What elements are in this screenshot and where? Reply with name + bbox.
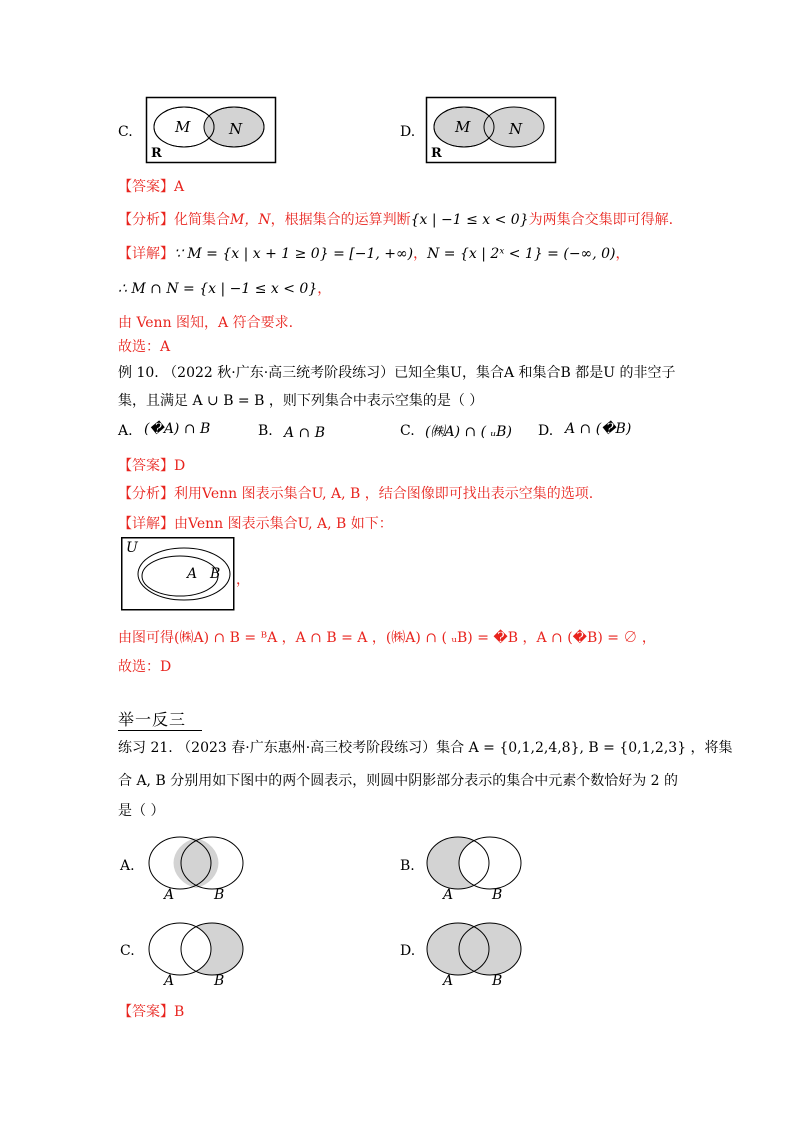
ex10-opt-a: (�A) ∩ B	[144, 421, 211, 437]
detail-sep: ，	[413, 246, 428, 262]
example10-line1: 例 10. （2022 秋·广东·高三统考阶段练习）已知全集U，集合A 和集合B 都是U 的非空子	[118, 365, 676, 381]
detail-math1: ∵ M = {x | x + 1 ≥ 0} = [−1, +∞)	[174, 246, 414, 262]
ex10-opt-d-label: D.	[538, 423, 554, 439]
section-heading: 举一反三	[118, 710, 187, 729]
option-c-label: C.	[118, 124, 133, 140]
ex21-answer: 【答案】B	[118, 1004, 185, 1020]
line2-math: ∴ M ∩ N = {x | −1 ≤ x < 0}	[118, 281, 318, 297]
ex10-venn-tail: ，	[236, 572, 250, 588]
ex10-answer: 【答案】D	[118, 458, 186, 474]
detail-prefix: 【详解】	[118, 246, 174, 262]
ex21-venn-d	[424, 919, 524, 981]
ex21-opt-a-label: A.	[120, 858, 135, 874]
heading-underline	[118, 730, 202, 731]
ex21-opt-c-label: C.	[120, 943, 135, 959]
ex10-opt-b-label: B.	[258, 423, 273, 439]
q9-analysis	[118, 209, 673, 229]
ex21-d-label-b: B	[492, 973, 503, 989]
ex21-line3: 是（ ）	[118, 803, 165, 819]
ex21-venn-a	[146, 833, 246, 895]
q9-venn-note: 由 Venn 图知，A 符合要求.	[118, 315, 294, 331]
ex21-b-label-a: A	[443, 887, 454, 903]
ex10-opt-c-label: C.	[400, 423, 415, 439]
ex21-a-label-a: A	[164, 887, 175, 903]
ex21-c-label-b: B	[214, 973, 225, 989]
ex10-analysis: 【分析】利用Venn 图表示集合U, A, B ，结合图像即可找出表示空集的选项.	[118, 486, 594, 502]
analysis-prefix: 【分析】化简集合	[118, 212, 230, 228]
line2-end: ，	[317, 281, 332, 297]
ex10-choice: 故选：D	[118, 659, 172, 675]
analysis-suffix: 为两集合交集即可得解.	[528, 212, 674, 228]
ex21-a-label-b: B	[214, 887, 225, 903]
option-d-label: D.	[400, 124, 416, 140]
venn-d-r: R	[431, 146, 442, 161]
detail-math2: N = {x | 2ˣ < 1} = (−∞, 0)	[427, 246, 616, 262]
ex10-venn-a: A	[187, 566, 198, 582]
venn-c-n: N	[229, 120, 243, 138]
q9-detail-line2	[118, 278, 331, 298]
analysis-mid: ，根据集合的运算判断	[270, 212, 411, 228]
ex21-opt-b-label: B.	[400, 858, 415, 874]
ex21-venn-c	[146, 919, 246, 981]
venn-d-n: N	[509, 120, 523, 138]
q9-answer: 【答案】A	[118, 179, 185, 195]
ex21-line1: 练习 21. （2023 春·广东惠州·高三校考阶段练习）集合 A = {0,1,2,4,8}, B = {0,1,2,3} ，将集	[118, 740, 733, 756]
analysis-sets: M，N	[230, 212, 271, 228]
analysis-math: {x | −1 ≤ x < 0}	[410, 212, 529, 228]
ex21-line2: 合 A, B 分别用如下图中的两个圆表示，则圆中阴影部分表示的集合中元素个数恰好为 2 的	[118, 773, 679, 789]
ex10-detail: 【详解】由Venn 图表示集合U, A, B 如下：	[118, 516, 393, 532]
ex10-opt-c: (㈱A) ∩ ( ᵤB)	[425, 424, 512, 440]
detail-end: ，	[615, 246, 630, 262]
venn-option-d	[426, 97, 556, 163]
ex10-result: 由图可得(㈱A) ∩ B = ᴮA ，A ∩ B = A ，(㈱A) ∩ ( ᵤB) = �B ，A ∩ (�B) = ∅ ，	[118, 630, 656, 646]
ex21-c-label-a: A	[164, 973, 175, 989]
ex21-b-label-b: B	[492, 887, 503, 903]
ex21-opt-d-label: D.	[400, 943, 416, 959]
ex21-venn-b	[424, 833, 524, 895]
venn-option-c	[146, 97, 276, 163]
ex10-venn-u: U	[126, 540, 138, 556]
ex10-opt-b: A ∩ B	[284, 425, 326, 441]
venn-c-r: R	[151, 146, 162, 161]
example10-line2: 集，且满足 A ∪ B = B ，则下列集合中表示空集的是（ ）	[118, 393, 484, 409]
ex10-opt-d: A ∩ (�B)	[565, 421, 632, 437]
ex10-venn-b: B	[210, 566, 221, 582]
ex10-opt-a-label: A.	[118, 423, 133, 439]
venn-c-m: M	[175, 118, 191, 136]
venn-d-m: M	[455, 118, 471, 136]
q9-detail	[118, 243, 630, 263]
q9-choice: 故选：A	[118, 339, 171, 355]
ex21-d-label-a: A	[443, 973, 454, 989]
